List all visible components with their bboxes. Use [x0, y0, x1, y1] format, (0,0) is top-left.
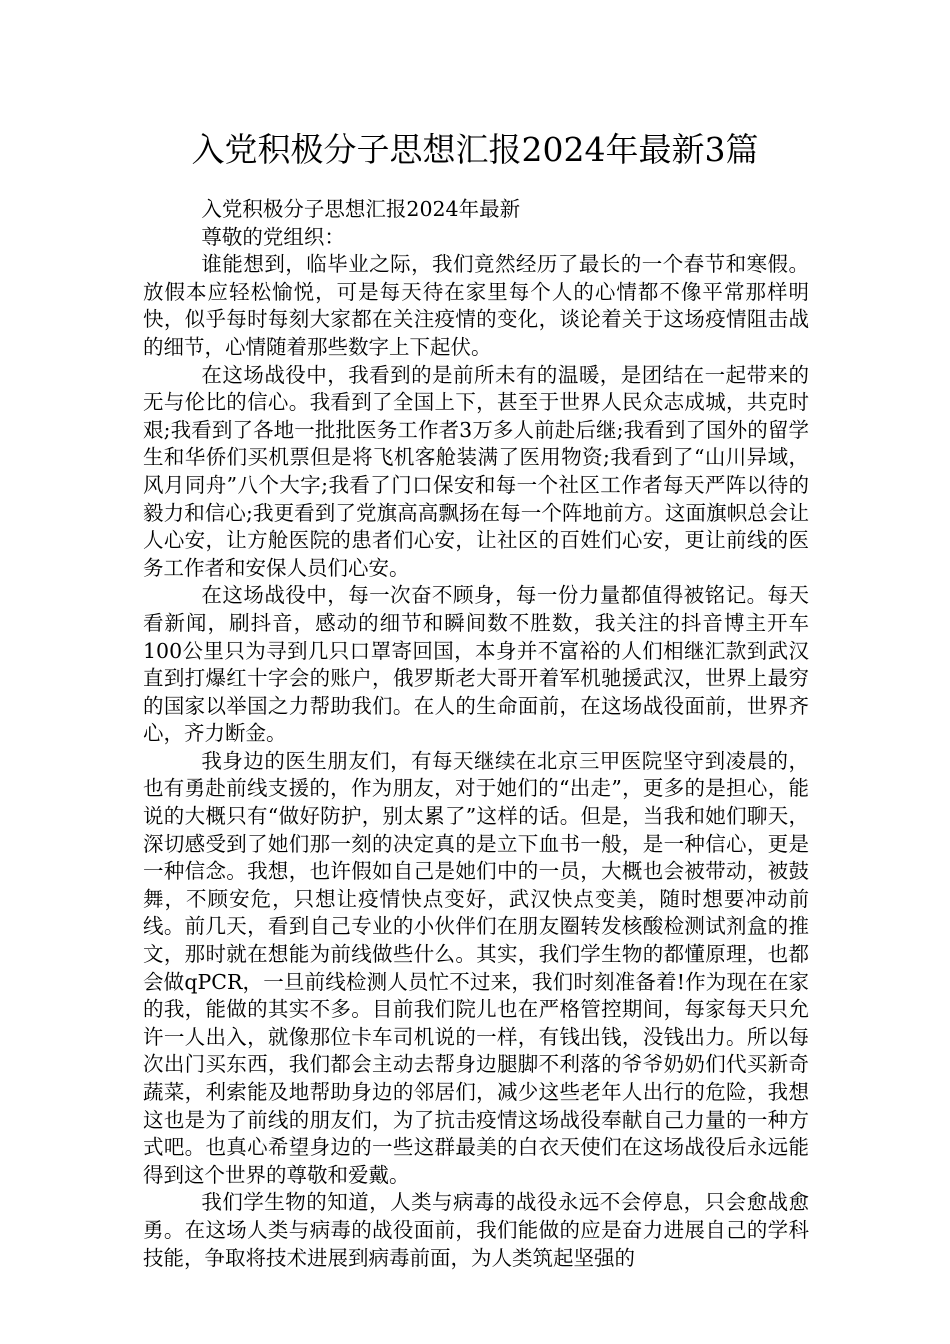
- document-body: [143, 196, 809, 1272]
- salutation: 尊敬的党组织：: [201, 224, 345, 249]
- paragraph-2: 在这场战役中，我看到的是前所未有的温暖，是团结在一起带来的无与伦比的信心。我看到了全国上下，甚至于世界人民众志成城，共克时艰;我看到了各地一批批医务工作者3万多人前赴后继;我看到了国外的留学生和华侨们买机票但是将飞机客舱装满了医用物资;我看到了“山川异域，风月同舟”八个大字;我看了门口保安和每一个社区工作者每天严阵以待的毅力和信心;我更看到了党旗高高飘扬在每一个阵地前方。这面旗帜总会让人心安，让方舱医院的患者们心安，让社区的百姓们心安，更让前线的医务工作者和安保人员们心安。: [143, 362, 809, 580]
- paragraph-1: 谁能想到，临毕业之际，我们竟然经历了最长的一个春节和寒假。放假本应轻松愉悦，可是每天待在家里每个人的心情都不像平常那样明快，似乎每时每刻大家都在关注疫情的变化，谈论着关于这场疫情阻击战的细节，心情随着那些数字上下起伏。: [143, 252, 809, 359]
- paragraph-5: 我们学生物的知道，人类与病毒的战役永远不会停息，只会愈战愈勇。在这场人类与病毒的战役面前，我们能做的应是奋力进展自己的学科技能，争取将技术进展到病毒前面，为人类筑起坚强的: [143, 1190, 809, 1270]
- document-title: 入党积极分子思想汇报2024年最新3篇: [191, 130, 759, 169]
- paragraph-3: 在这场战役中，每一次奋不顾身，每一份力量都值得被铭记。每天看新闻，刷抖音，感动的细节和瞬间数不胜数，我关注的抖音博主开车100公里只为寻到几只口罩寄回国，本身并不富裕的人们相继汇款到武汉直到打爆红十字会的账户，俄罗斯老大哥开着军机驰援武汉，世界上最穷的国家以举国之力帮助我们。在人的生命面前，在这场战役面前，世界齐心，齐力断金。: [143, 583, 809, 746]
- document-subtitle: 入党积极分子思想汇报2024年最新: [201, 197, 521, 221]
- paragraph-4: 我身边的医生朋友们，有每天继续在北京三甲医院坚守到凌晨的，也有勇赴前线支援的，作为朋友，对于她们的“出走”，更多的是担心，能说的大概只有“做好防护，别太累了”这样的话。但是，当我和她们聊天，深切感受到了她们那一刻的决定真的是立下血书一般，是一种信心，更是一种信念。我想，也许假如自己是她们中的一员，大概也会被带动，被鼓舞，不顾安危，只想让疫情快点变好，武汉快点变美，随时想要冲动前线。前几天，看到自己专业的小伙伴们在朋友圈转发核酸检测试剂盒的推文，那时就在想能为前线做些什么。其实，我们学生物的都懂原理，也都会做qPCR，一旦前线检测人员忙不过来，我们时刻准备着!作为现在在家的我，能做的其实不多。目前我们院儿也在严格管控期间，每家每天只允许一人出入，就像那位卡车司机说的一样，有钱出钱，没钱出力。所以每次出门买东西，我们都会主动去帮身边腿脚不利落的爷爷奶奶们代买新奇蔬菜，利索能及地帮助身边的邻居们，减少这些老年人出行的危险，我想这也是为了前线的朋友们，为了抗击疫情这场战役奉献自己力量的一种方式吧。也真心希望身边的一些这群最美的白衣天使们在这场战役后永远能得到这个世界的尊敬和爱戴。: [143, 748, 809, 1187]
